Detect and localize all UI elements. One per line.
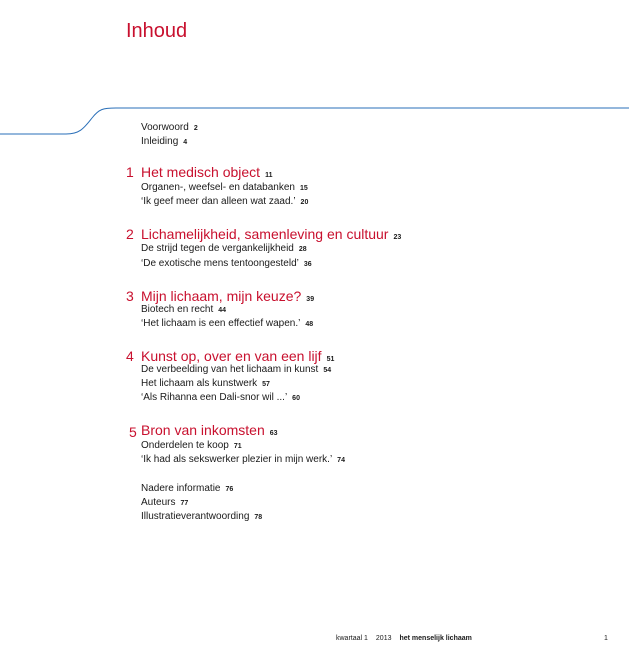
chapter-1-title[interactable]: Het medisch object 11 bbox=[141, 164, 273, 180]
chapter-4-title[interactable]: Kunst op, over en van een lijf 51 bbox=[141, 348, 335, 364]
header-rule bbox=[0, 100, 629, 140]
toc-entry[interactable]: Onderdelen te koop 71 bbox=[141, 440, 242, 451]
toc-entry[interactable]: ‘Als Rihanna een Dali-snor wil ...’ 60 bbox=[141, 392, 300, 403]
page-title: Inhoud bbox=[126, 20, 188, 42]
toc-entry-voorwoord[interactable]: Voorwoord 2 bbox=[141, 122, 198, 133]
toc-entry[interactable]: De verbeelding van het lichaam in kunst 54 bbox=[141, 364, 332, 375]
page-number: 1 bbox=[604, 635, 608, 642]
chapter-5-number: 5 bbox=[129, 424, 137, 440]
running-footer bbox=[336, 635, 472, 642]
toc-entry[interactable]: ‘Ik had als sekswerker plezier in mijn werk.’ 74 bbox=[141, 454, 345, 465]
chapter-1-number: 1 bbox=[126, 164, 134, 180]
chapter-4-number: 4 bbox=[126, 348, 134, 364]
footer-subject: het menselijk lichaam bbox=[399, 635, 472, 642]
toc-entry[interactable]: De strijd tegen de vergankelijkheid 28 bbox=[141, 243, 307, 254]
toc-entry-auteurs[interactable]: Auteurs 77 bbox=[141, 497, 189, 508]
toc-entry[interactable]: Organen-, weefsel- en databanken 15 bbox=[141, 182, 308, 193]
chapter-2-title[interactable]: Lichamelijkheid, samenleving en cultuur 23 bbox=[141, 226, 402, 242]
toc-entry-inleiding[interactable]: Inleiding 4 bbox=[141, 136, 188, 147]
chapter-2-number: 2 bbox=[126, 226, 134, 242]
toc-entry-nadere-informatie[interactable]: Nadere informatie 76 bbox=[141, 483, 234, 494]
chapter-3-title[interactable]: Mijn lichaam, mijn keuze? 39 bbox=[141, 288, 315, 304]
toc-entry[interactable]: ‘De exotische mens tentoongesteld’ 36 bbox=[141, 258, 312, 269]
toc-entry[interactable]: ‘Het lichaam is een effectief wapen.’ 48 bbox=[141, 318, 314, 329]
toc-entry[interactable]: Het lichaam als kunstwerk 57 bbox=[141, 378, 270, 389]
footer-year: 2013 bbox=[375, 635, 392, 642]
chapter-3-number: 3 bbox=[126, 288, 134, 304]
footer-series: kwartaal 1 bbox=[336, 635, 368, 642]
chapter-5-title[interactable]: Bron van inkomsten 63 bbox=[141, 422, 278, 438]
toc-entry-illustratieverantwoording[interactable]: Illustratieverantwoording 78 bbox=[141, 511, 263, 522]
toc-entry[interactable]: Biotech en recht 44 bbox=[141, 304, 227, 315]
toc-entry[interactable]: ‘Ik geef meer dan alleen wat zaad.’ 20 bbox=[141, 196, 309, 207]
